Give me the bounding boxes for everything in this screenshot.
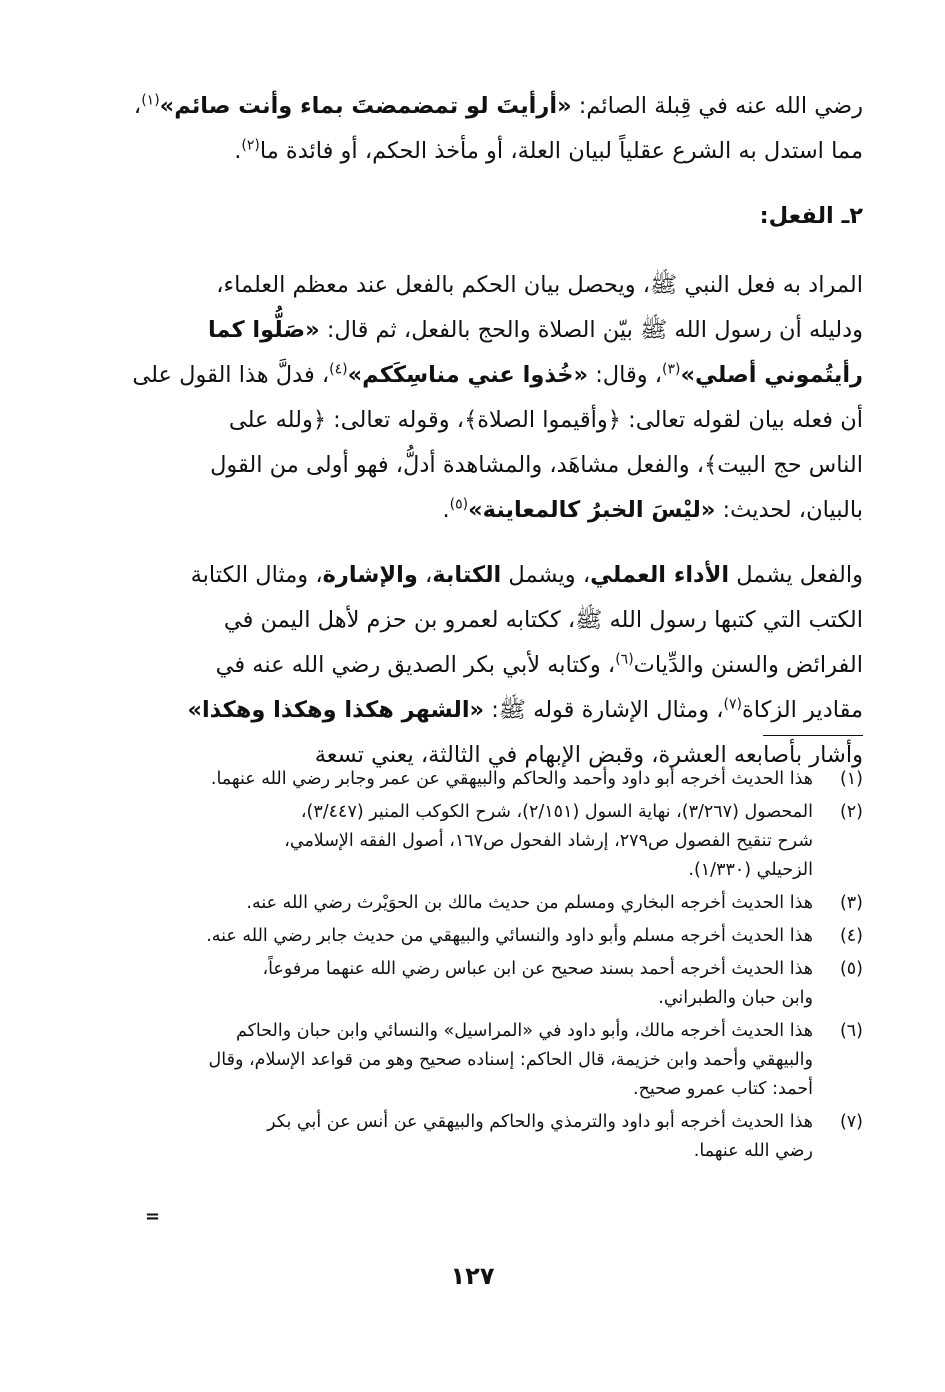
footnote [73,1108,863,1166]
footnote-line: الزحيلي (١/٣٣٠). [688,860,813,880]
hadith-quote: «الشهر هكذا وهكذا وهكذا» [187,697,485,723]
footnote-line: هذا الحديث أخرجه مسلم وأبو داود والنسائي والبيهقي من حديث جابر رضي الله عنه. [206,926,813,946]
hadith-quote: «صَلُّوا كما [207,317,320,343]
footnote-ref: (٢) [241,137,260,154]
text-line: وأشار بأصابعه العشرة، وقبض الإبهام في الثالثة، يعني تسعة [314,742,863,768]
text-line: والفعل يشمل الأداء العملي، ويشمل الكتابة، والإشارة، ومثال الكتابة [190,562,863,588]
footnote-ref: (٤) [329,361,348,378]
text-line: رأيتُموني أصلي»$^{(٣)}$، وقال: «خُذوا عني مناسِكَكم»$^{(٤)}$، فدلَّ هذا القول على [132,361,863,388]
paragraph-3 [73,553,863,778]
footnote [73,955,863,1013]
footnote-line: هذا الحديث أخرجه البخاري ومسلم من حديث مالك بن الحوَيْرث رضي الله عنه. [246,893,813,913]
paragraph-1 [73,84,863,174]
section-heading: ٢ـ الفعل: [759,203,863,229]
text-line: ودليله أن رسول الله ﷺ بيّن الصلاة والحج بالفعل، ثم قال: «صَلُّوا كما [207,317,863,343]
hadith-quote: «أرأيتَ لو تمضمضتَ بماء وأنت صائم» [159,93,572,119]
footnote-line: والبيهقي وأحمد وابن خزيمة، قال الحاكم: إسناده صحيح وهو من قواعد الإسلام، وقال [208,1050,813,1070]
footnote-number: (٤) [839,926,863,946]
hadith-quote: «خُذوا عني مناسِكَكم» [347,362,589,388]
footnote-number: (٢) [839,802,863,822]
hadith-quote: «ليْسَ الخبرُ كالمعاينة» [468,497,716,523]
page-number: ١٢٧ [450,1262,495,1290]
footnote-line: شرح تنقيح الفصول ص٢٧٩، إرشاد الفحول ص١٦٧، أصول الفقه الإسلامي، [284,831,813,851]
footnote-line: هذا الحديث أخرجه مالك، وأبو داود في «المراسيل» والنسائي وابن حبان والحاكم [235,1021,813,1041]
continuation-mark: = [145,1206,161,1227]
footnote-line: رضي الله عنهما. [693,1141,813,1161]
footnote-line: هذا الحديث أخرجه أحمد بسند صحيح عن ابن عباس رضي الله عنهما مرفوعاً، [262,959,813,979]
footnote-number: (٥) [839,959,863,979]
footnote-ref: (٦) [615,651,634,668]
footnote-ref: (١) [141,92,160,109]
text-line: بالبيان، لحديث: «ليْسَ الخبرُ كالمعاينة»$^{(٥)}$. [442,496,863,523]
footnote [73,922,863,951]
text-line: رضي الله عنه في قِبلة الصائم: «أرأيتَ لو تمضمضتَ بماء وأنت صائم»$^{(١)}$، [133,92,863,119]
footnote-line: هذا الحديث أخرجه أبو داود وأحمد والحاكم والبيهقي عن عمر وجابر رضي الله عنهما. [210,769,813,789]
main-text [73,84,863,798]
footnote-line: أحمد: كتاب عمرو صحيح. [633,1079,813,1099]
footnote-line: هذا الحديث أخرجه أبو داود والترمذي والحاكم والبيهقي عن أنس عن أبي بكر [267,1112,813,1132]
text-line: الكتب التي كتبها رسول الله ﷺ، ككتابه لعمرو بن حزم لأهل اليمن في [223,607,863,633]
text-line: الناس حج البيت﴾، والفعل مشاهَد، والمشاهدة أدلُّ، فهو أولى من القول [210,452,863,478]
text-line: الفرائض والسنن والدِّيات$^{(٦)}$، وكتابه لأبي بكر الصديق رضي الله عنه في [215,651,863,678]
hadith-quote: رأيتُموني أصلي» [680,362,863,388]
footnote [73,1017,863,1104]
footnote [73,765,863,794]
text-line: المراد به فعل النبي ﷺ، ويحصل بيان الحكم بالفعل عند معظم العلماء، [216,272,863,298]
footnote-number: (٧) [839,1112,863,1132]
footnote-ref: (٧) [723,696,742,713]
footnote-line: وابن حبان والطبراني. [658,988,813,1008]
footnote-separator [763,735,863,736]
text-line: مما استدل به الشرع عقلياً لبيان العلة، أو مأخذ الحكم، أو فائدة ما$^{(٢)}$. [234,137,863,164]
footnote-line: المحصول (٣/٢٦٧)، نهاية السول (٢/١٥١)، شرح الكوكب المنير (٣/٤٤٧)، [300,802,813,822]
footnote [73,798,863,885]
footnote-number: (٦) [839,1021,863,1041]
footnote-number: (١) [839,769,863,789]
footnote-number: (٣) [839,893,863,913]
text-line: أن فعله بيان لقوله تعالى: ﴿وأقيموا الصلاة﴾، وقوله تعالى: ﴿ولله على [228,407,863,433]
footnote [73,889,863,918]
footnote-ref: (٥) [449,496,469,513]
footnotes [73,765,863,1170]
footnote-ref: (٣) [662,361,681,378]
text-line: مقادير الزكاة$^{(٧)}$، ومثال الإشارة قوله ﷺ: «الشهر هكذا وهكذا وهكذا» [187,696,863,723]
paragraph-2 [73,263,863,533]
